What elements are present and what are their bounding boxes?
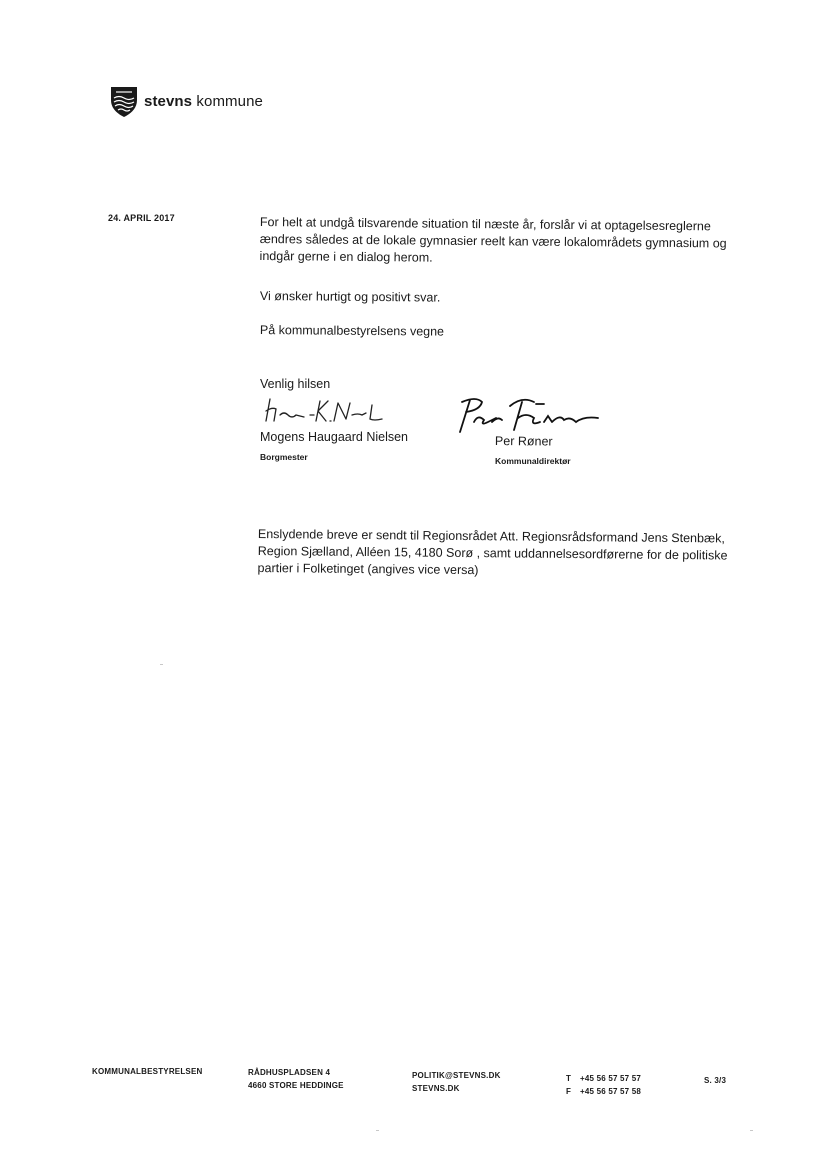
scan-speck	[160, 664, 163, 665]
logo-text-bold: stevns	[144, 92, 193, 110]
signatory-name: Per Røner	[494, 434, 553, 449]
footer-phone-row	[566, 1072, 641, 1085]
footer-fax-row	[566, 1085, 641, 1098]
footer-org: KOMMUNALBESTYRELSEN	[92, 1067, 203, 1076]
footer-email: POLITIK@STEVNS.DK	[412, 1071, 501, 1080]
signatory-name: Mogens Haugaard Nielsen	[260, 430, 409, 444]
paragraph-on-behalf: På kommunalbestyrelsens vegne	[259, 322, 445, 339]
footer-address-line: 4660 STORE HEDDINGE	[248, 1081, 344, 1090]
paragraph-proposal: For helt at undgå tilsvarende situation til næste år, forslår vi at optagelsesreglerne ændres således at de lokale gymnasier reelt kan være lokalområdets gymnasium og indgår gerne i en dialog herom.	[259, 214, 727, 265]
signatory-title: Kommunaldirektør	[495, 456, 571, 466]
page-number: S. 3/3	[704, 1076, 727, 1085]
phone-number: +45 56 57 57 57	[580, 1074, 642, 1083]
footer-contact-web	[412, 1069, 501, 1095]
logo	[108, 84, 263, 118]
logo-text-light: kommune	[196, 92, 263, 110]
signatory-title: Borgmester	[260, 452, 308, 462]
paragraph-request: Vi ønsker hurtigt og positivt svar.	[259, 288, 441, 305]
shield-crest-icon	[108, 84, 140, 118]
letter-date: 24. APRIL 2017	[108, 213, 175, 223]
paragraph-distribution: Enslydende breve er sendt til Regionsrådet Att. Regionsrådsformand Jens Stenbæk, Region Sjælland, Alléen 15, 4180 Sorø , samt uddannelsesordførerne for de politiske partier i Folketinget (angives vice versa)	[257, 526, 728, 578]
signature-mogens-image	[262, 393, 392, 427]
fax-label: F	[566, 1087, 572, 1096]
footer-phone-block	[566, 1072, 641, 1098]
scan-speck	[750, 1130, 753, 1131]
phone-label: T	[566, 1074, 572, 1083]
closing-greeting: Venlig hilsen	[260, 377, 331, 391]
fax-number: +45 56 57 57 58	[580, 1087, 642, 1096]
footer-website: STEVNS.DK	[412, 1084, 460, 1093]
signature-per-image	[452, 392, 602, 438]
scan-speck	[376, 1130, 379, 1131]
footer-address	[248, 1066, 344, 1092]
footer-address-line: RÅDHUSPLADSEN 4	[248, 1068, 331, 1077]
logo-text	[144, 93, 263, 110]
